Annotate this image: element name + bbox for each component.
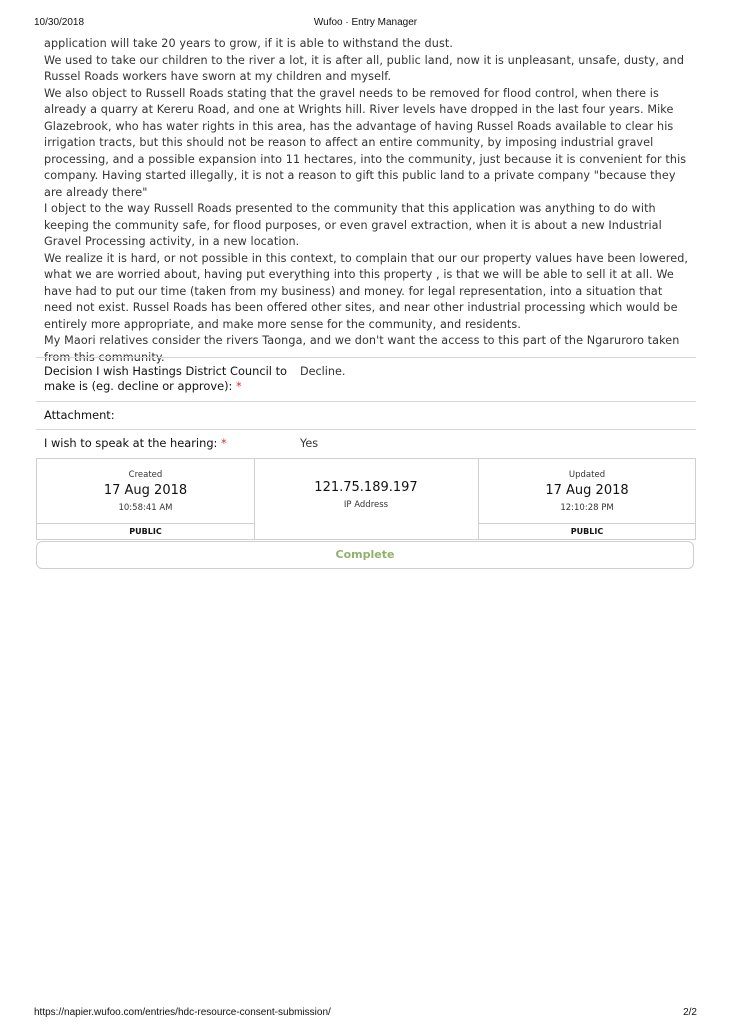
print-title: Wufoo · Entry Manager [313,17,418,28]
updated-column [478,459,695,539]
created-caption: Created [128,470,163,480]
field-divider [36,357,696,358]
ip-address: 121.75.189.197 [314,480,418,495]
speak-label-text: I wish to speak at the hearing: [44,436,218,450]
created-date: 17 Aug 2018 [103,483,188,498]
field-divider [36,401,696,402]
print-footer [34,1007,697,1021]
attachment-label: Attachment: [44,408,115,422]
updated-visibility: PUBLIC [479,523,695,539]
ip-column [254,459,478,539]
updated-time: 12:10:28 PM [560,503,614,513]
decision-label-line1: Decision I wish Hastings District Council to [44,364,288,378]
created-visibility: PUBLIC [37,523,254,539]
comment-paragraph: I object to the way Russell Roads presented to the community that this application was anything to do with keeping the community safe, for flood purposes, or even gravel extraction, when it is about a new Industrial Gravel Processing activity, in a new location. [44,202,662,248]
page-number: 2/2 [683,1007,697,1018]
decision-value: Decline. [300,365,346,378]
entry-meta [36,458,696,540]
created-column [37,459,255,539]
submission-comments [44,36,694,366]
required-marker: * [221,436,227,450]
comment-paragraph: My Maori relatives consider the rivers Taonga, and we don't want the access to this part of the Ngaruroro taken from this community. [44,334,680,364]
print-header [34,17,697,31]
field-divider [36,429,696,430]
comment-paragraph: application will take 20 years to grow, if it is able to withstand the dust. [44,37,454,50]
updated-date: 17 Aug 2018 [545,483,629,498]
speak-label [44,436,227,451]
print-url: https://napier.wufoo.com/entries/hdc-resource-consent-submission/ [34,1007,331,1018]
updated-caption: Updated [568,470,606,480]
required-marker: * [236,379,242,393]
status-complete-badge: Complete [36,541,694,569]
comment-paragraph: We realize it is hard, or not possible in this context, to complain that our our property values have been lowered, what we are worried about, having put everything into this property , is that we will be able to sell it at all. We have had to put our time (taken from my business) and money. for legal representation, into a situation that need not exist. Russel Roads has been offered other sites, and near other industrial processing which would be entirely more appropriate, and make more sense for the community, and residents. [44,251,689,331]
decision-label [44,364,287,394]
comment-paragraph: We also object to Russell Roads stating that the gravel needs to be removed for flood control, when there is already a quarry at Kereru Road, and one at Wrights hill. River levels have dropped in the last four years. Mike Glazebrook, who has water rights in this area, has the advantage of having Russel Roads available to clear his irrigation tracts, but this should not be reason to affect an entire community, by imposing industrial gravel processing, and a possible expansion into 11 hectares, into the community, just because it is convenient for this company. Having started illegally, it is not a reason to gift this public land to a private company "because they are already there" [44,86,687,199]
comment-paragraph: We used to take our children to the river a lot, it is after all, public land, now it is unpleasant, unsafe, dusty, and Russel Roads workers have sworn at my children and myself. [44,53,685,83]
speak-value: Yes [300,437,319,450]
created-time: 10:58:41 AM [118,503,173,513]
decision-label-line2: make is (eg. decline or approve): [44,379,233,393]
print-date: 10/30/2018 [34,17,85,28]
ip-caption: IP Address [343,500,389,510]
